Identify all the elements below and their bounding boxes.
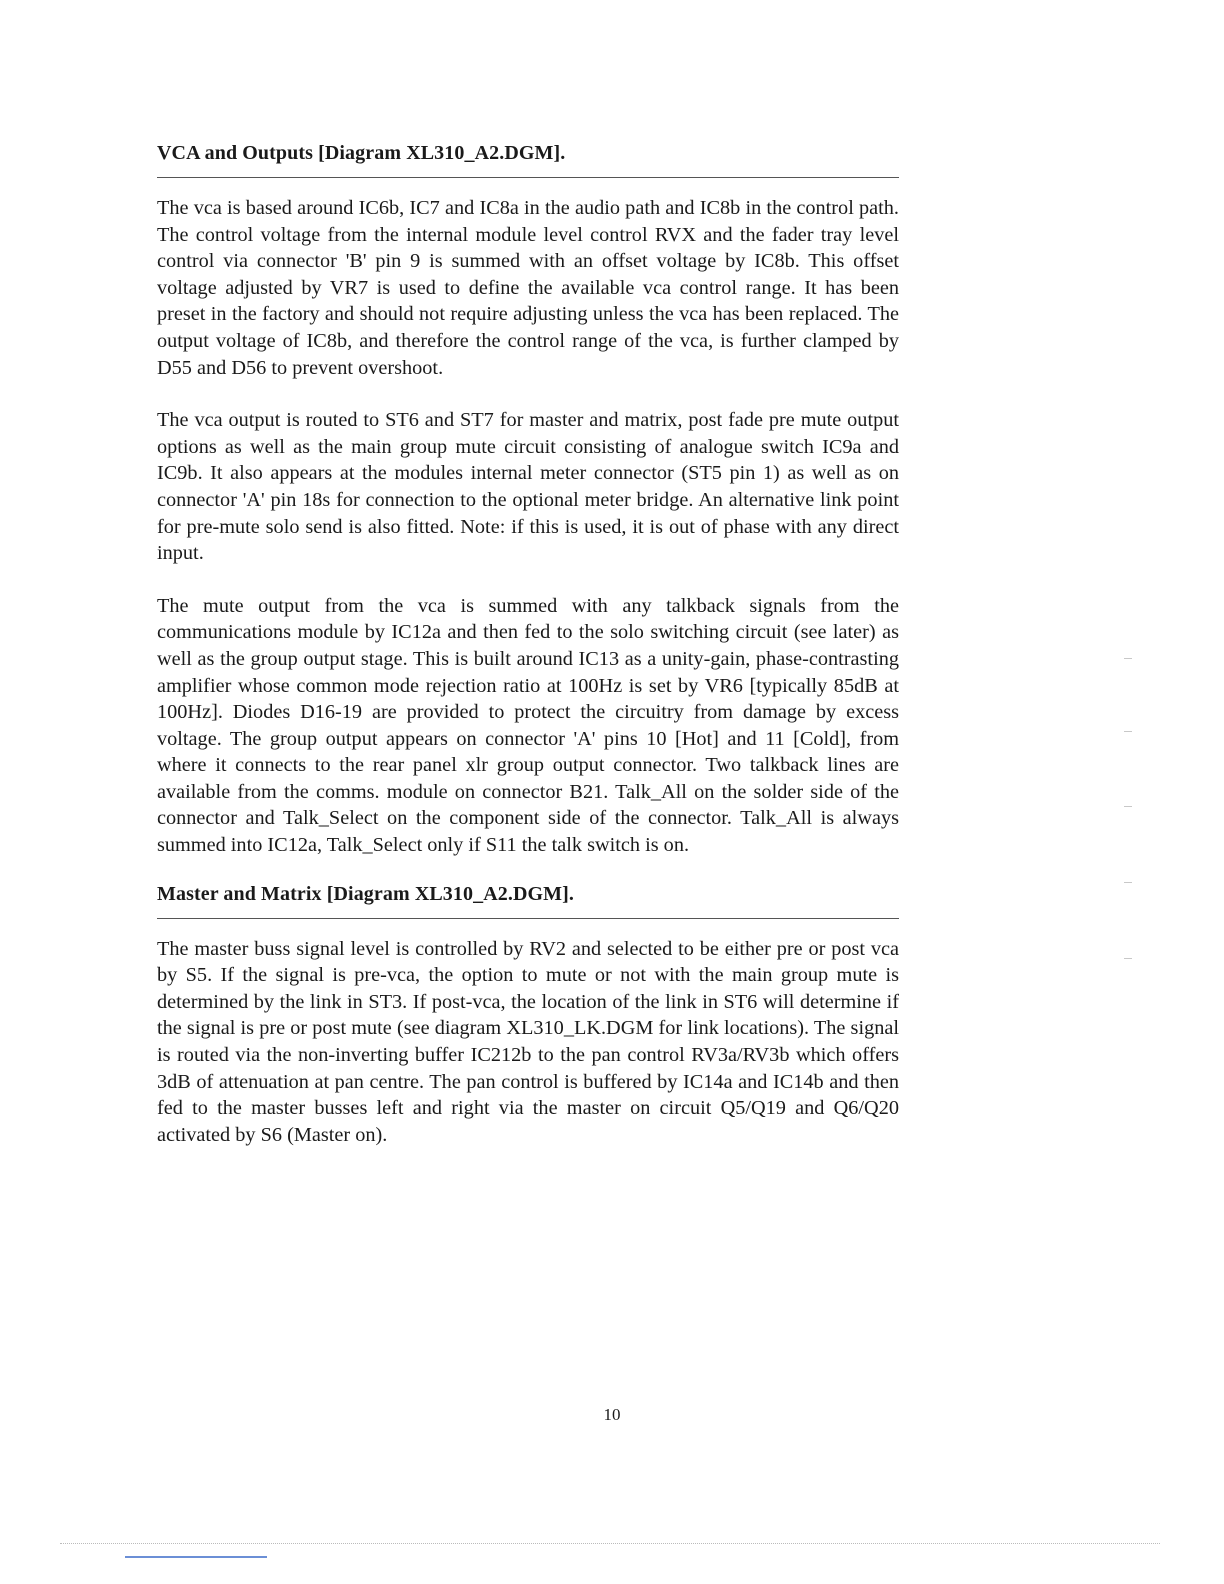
footer-divider: [60, 1543, 1160, 1544]
document-page: [157, 140, 899, 1174]
paragraph-vca-control: The vca is based around IC6b, IC7 and IC8a in the audio path and IC8b in the control path. The control voltage from the internal module level control RVX and the fader tray level control via connector 'B' pin 9 is summed with an offset voltage by IC8b. This offset voltage adjusted by VR7 is used to define the available vca control range. It has been preset in the factory and should not require adjusting unless the vca has been replaced. The output voltage of IC8b, and therefore the control range of the vca, is further clamped by D55 and D56 to prevent overshoot.: [157, 197, 899, 379]
scan-margin-mark: [1124, 658, 1132, 659]
paragraph-master-buss: The master buss signal level is controlled by RV2 and selected to be either pre or post vca by S5. If the signal is pre-vca, the option to mute or not with the main group mute is determined by the link in ST3. If post-vca, the location of the link in ST6 will determine if the signal is pre or post mute (see diagram XL310_LK.DGM for link locations). The signal is routed via the non-inverting buffer IC212b to the pan control RV3a/RV3b which offers 3dB of attenuation at pan centre. The pan control is buffered by IC14a and IC14b and then fed to the master busses left and right via the master on circuit Q5/Q19 and Q6/Q20 activated by S6 (Master on).: [157, 937, 899, 1146]
section-divider: [157, 177, 899, 178]
scan-margin-mark: [1124, 958, 1132, 959]
section-heading-vca-outputs: VCA and Outputs [Diagram XL310_A2.DGM].: [157, 142, 566, 164]
scan-margin-mark: [1124, 731, 1132, 732]
section-divider: [157, 918, 899, 919]
page-number: 10: [603, 1405, 621, 1424]
section-heading-master-matrix: Master and Matrix [Diagram XL310_A2.DGM].: [157, 882, 574, 905]
footer-link-bar: [125, 1556, 267, 1558]
scan-margin-mark: [1124, 882, 1132, 883]
scan-margin-mark: [1124, 806, 1132, 807]
paragraph-vca-output-routing: The vca output is routed to ST6 and ST7 for master and matrix, post fade pre mute output options as well as the main group mute circuit consisting of analogue switch IC9a and IC9b. It also appears at the modules internal meter connector (ST5 pin 1) as well as on connector 'A' pin 18s for connection to the optional meter bridge. An alternative link point for pre-mute solo send is also fitted. Note: if this is used, it is out of phase with any direct input.: [157, 409, 899, 565]
paragraph-mute-output-talkback: The mute output from the vca is summed with any talkback signals from the communications module by IC12a and then fed to the solo switching circuit (see later) as well as the group output stage. This is built around IC13 as a unity-gain, phase-contrasting amplifier whose common mode rejection ratio at 100Hz is set by VR6 [typically 85dB at 100Hz]. Diodes D16-19 are provided to protect the circuitry from damage by excess voltage. The group output appears on connector 'A' pins 10 [Hot] and 11 [Cold], from where it connects to the rear panel xlr group output connector. Two talkback lines are available from the comms. module on connector B21. Talk_All on the solder side of the connector and Talk_Select on the component side of the connector. Talk_All is always summed into IC12a, Talk_Select only if S11 the talk switch is on.: [157, 594, 899, 857]
